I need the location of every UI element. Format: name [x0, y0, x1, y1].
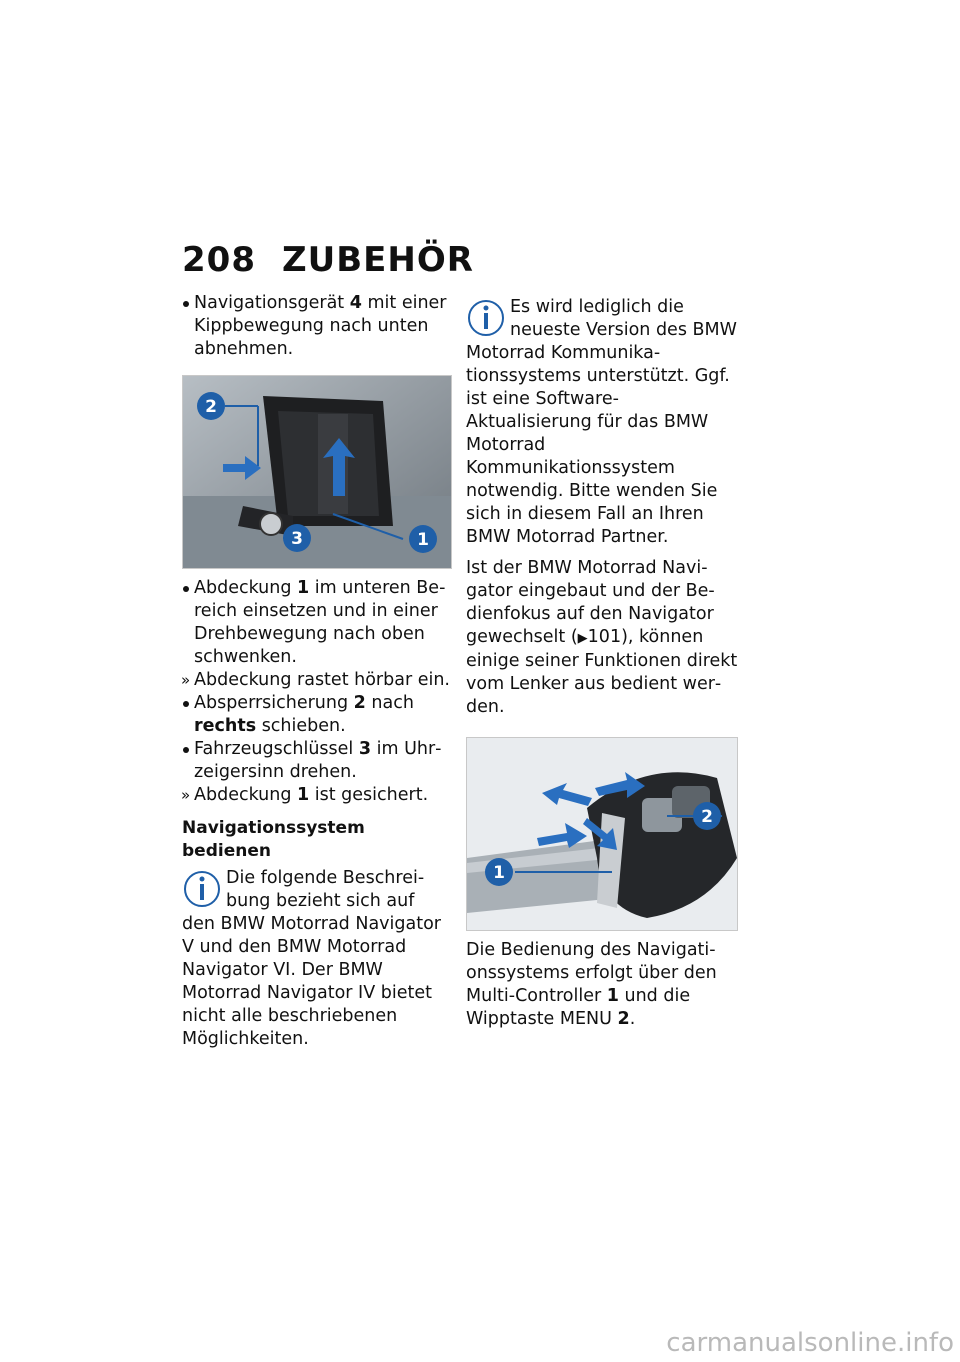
- figure-handlebar-controls: [466, 737, 738, 931]
- navigator-mount-illustration: [183, 376, 451, 568]
- result-icon: »: [181, 786, 191, 804]
- svg-text:2: 2: [701, 807, 713, 827]
- callout-3: [283, 524, 311, 552]
- subheading-navigation: Navigationssystem bedienen: [182, 818, 365, 861]
- svg-text:1: 1: [493, 863, 505, 883]
- result-cover-engages: » Abdeckung rastet hörbar ein.: [181, 670, 450, 690]
- left-column: [182, 292, 452, 1059]
- step-insert-cover: Abdeckung 1 im unteren Bereich einsetzen und in einer Drehbewegung nach oben schwenken.: [182, 577, 452, 669]
- section-title: ZUBEHÖR: [282, 240, 474, 280]
- info-note-navigator-versions: Die folgende Beschreibung bezieht sich auf den BMW Motorrad Navigator V und den BMW Motorrad Navigator VI. Der BMW Motorrad Navigator IV bietet nicht alle beschriebenen Möglichkeiten.: [182, 868, 441, 1049]
- watermark-credit: carmanualsonline.info: [666, 1328, 954, 1358]
- page-number: 208: [182, 240, 256, 280]
- callout-1: [485, 858, 513, 886]
- info-icon: [466, 296, 506, 340]
- page-reference-arrow-icon: ▶: [577, 631, 588, 646]
- result-cover-secured: » Abdeckung 1 ist gesichert.: [181, 785, 429, 805]
- step-turn-key: Fahrzeugschlüssel 3 im Uhrzeigersinn drehen.: [182, 738, 452, 784]
- paragraph-navigator-focus: Ist der BMW Motorrad Navigator eingebaut und der Bedienfokus auf den Navigator gewechselt (▶101), können einige seiner Funktionen direkt vom Lenker aus bedient werden.: [466, 558, 738, 717]
- step-remove-navigator: Navigationsgerät 4 mit einer Kippbewegung nach unten abnehmen.: [182, 292, 452, 361]
- figure-navigator-mount: [182, 375, 452, 569]
- callout-1: [409, 525, 437, 553]
- handlebar-controls-illustration: [467, 738, 737, 930]
- page-header: [182, 240, 474, 280]
- result-icon: »: [181, 671, 191, 689]
- callout-2: [693, 802, 721, 830]
- svg-text:2: 2: [205, 397, 217, 417]
- step-slide-lock: Absperrsicherung 2 nach rechts schieben.: [182, 692, 452, 738]
- paragraph-controls: Die Bedienung des Navigationssystems erfolgt über den Multi-Controller 1 und die Wipptaste MENU 2.: [466, 940, 717, 1029]
- info-note-communication-system: Es wird lediglich die neueste Version des BMW Motorrad Kommunikationssystems unterstützt. Ggf. ist eine Software-Aktualisierung für das BMW Motorrad Kommunikationssystem notwendig. Bitte wenden Sie sich in diesem Fall an Ihren BMW Motorrad Partner.: [466, 297, 737, 547]
- svg-text:3: 3: [291, 529, 303, 549]
- info-icon: [182, 867, 222, 911]
- right-column: [466, 292, 742, 1039]
- svg-text:1: 1: [417, 530, 429, 550]
- callout-2: [197, 392, 225, 420]
